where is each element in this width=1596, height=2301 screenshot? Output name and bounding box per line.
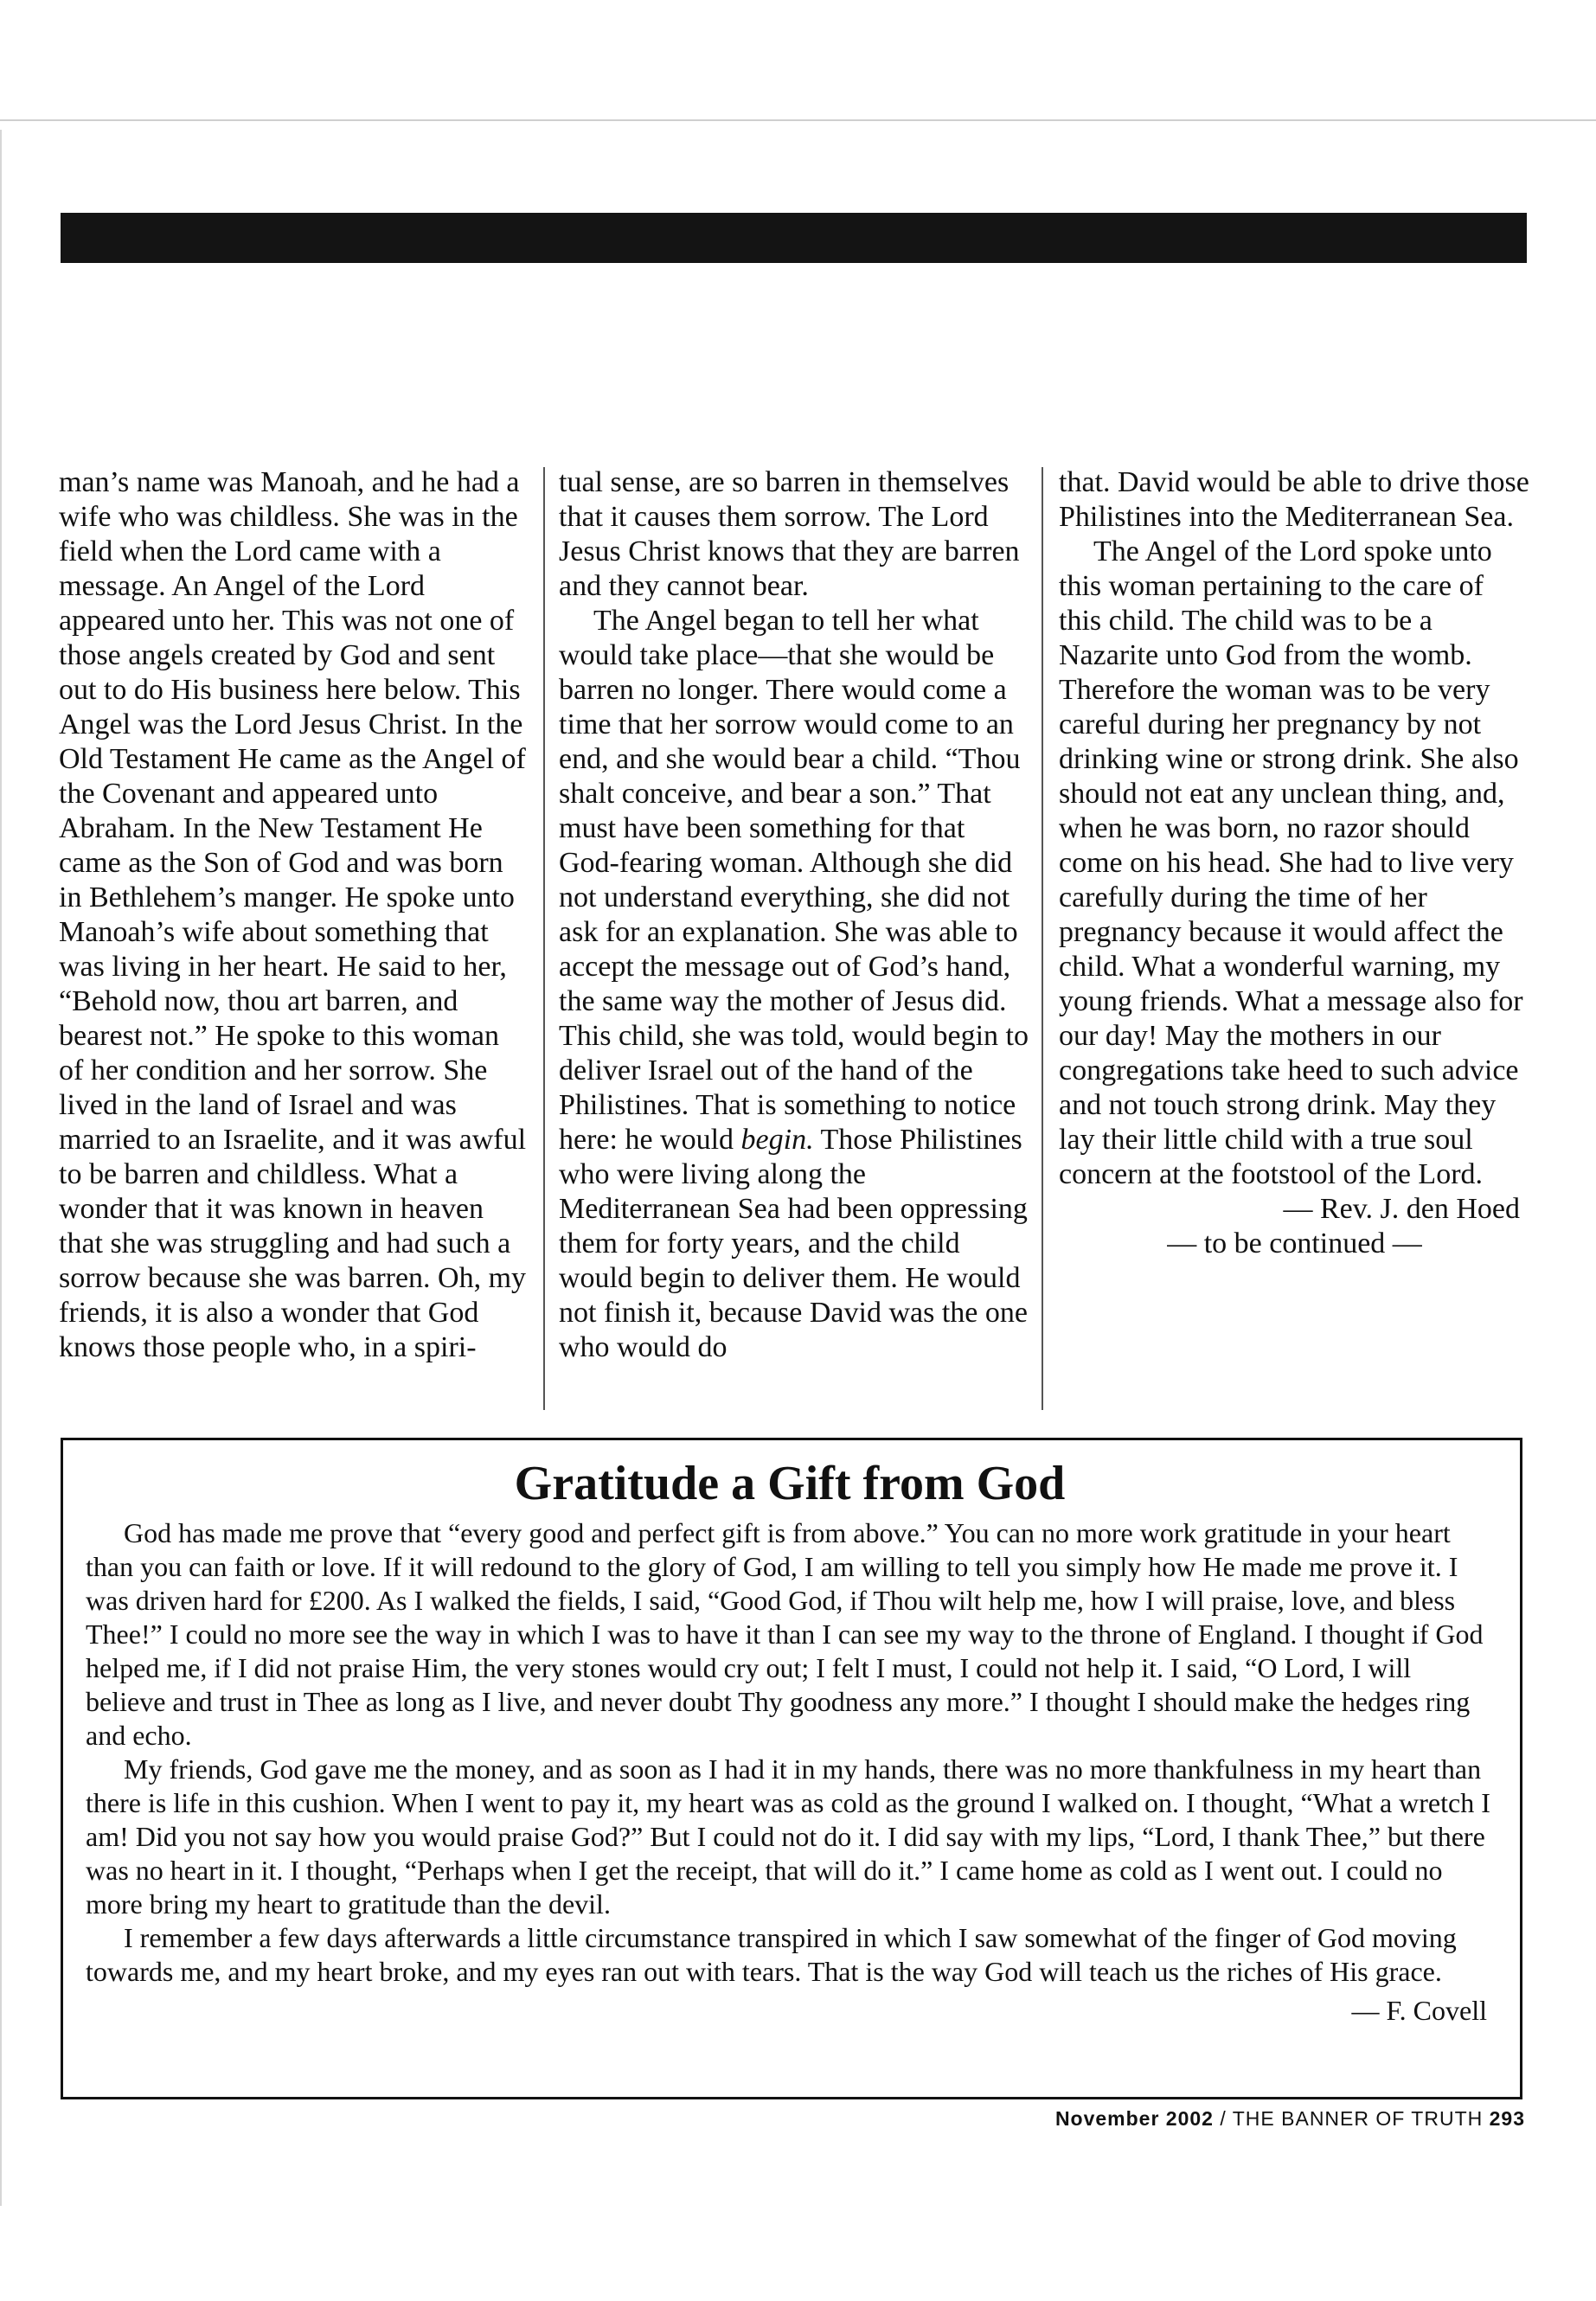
header-band <box>61 213 1527 263</box>
column-divider-1 <box>543 467 545 1410</box>
column-1-paragraph: man’s name was Manoah, and he had a wife who was childless. She was in the field when the Lord came with a message. An Angel of the Lord appeared unto her. This was not one of those angels created by God and sent out to do His business here below. This Angel was the Lord Jesus Christ. In the Old Testament He came as the Angel of the Covenant and appeared unto Abraham. In the New Testament He came as the Son of God and was born in Bethlehem’s manger. He spoke unto Manoah’s wife about something that was living in her heart. He said to her, “Behold now, thou art barren, and bearest not.” He spoke to this woman of her condition and her sorrow. She lived in the land of Israel and was married to an Israelite, and it was awful to be barren and childless. What a wonder that it was known in heaven that she was struggling and had such a sorrow because she was barren. Oh, my friends, it is also a wonder that God knows those people who, in a spiri- <box>59 466 527 1363</box>
box-paragraph-1: God has made me prove that “every good and perfect gift is from above.” You can no more work gratitude in your heart than you can faith or love. If it will redound to the glory of God, I am willing to tell you simply how He made me prove it. I was driven hard for £200. As I walked the fields, I said, “Good God, if Thou wilt help me, how I will praise, love, and bless Thee!” I could no more see the way in which I was to have it than I can see my way to the throne of England. I thought if God helped me, if I did not praise Him, the very stones would cry out; I felt I must, I could not help it. I said, “O Lord, I will believe and trust in Thee as long as I live, and never doubt Thy goodness any more.” I thought I should make the hedges ring and echo. <box>86 1517 1484 1751</box>
top-rule <box>0 119 1596 121</box>
column-2-text-a: The Angel began to tell her what would take place—that she would be barren no longer. There would come a time that her sorrow would come to an end, and she would bear a child. “Thou shalt conceive, and bear a son.” That must have been something for that God-fearing woman. Although she did not understand everything, she did not ask for an explanation. She was able to accept the message out of God’s hand, the same way the mother of Jesus did. This child, she was told, would begin to deliver Israel out of the hand of the Philistines. That is something to notice here: he would <box>559 605 1029 1156</box>
emphasis-begin: begin. <box>740 1124 814 1156</box>
box-author: — F. Covell <box>1351 1995 1487 2026</box>
footer-separator: / <box>1220 2107 1227 2130</box>
column-2-paragraph-2 <box>559 604 1030 1365</box>
page-footer <box>1055 2107 1525 2131</box>
article-column-3 <box>1059 465 1530 1408</box>
column-2-text-b: Those Philistines who were living along the Mediterranean Sea had been oppressing them for forty years, and the child would begin to deliver them. He would not finish it, because David was the one who would do <box>559 1124 1028 1363</box>
footer-page-number: 293 <box>1489 2107 1525 2130</box>
article-signature: — Rev. J. den Hoed <box>1283 1193 1520 1225</box>
article-column-1 <box>59 465 530 1408</box>
article-column-2 <box>559 465 1030 1408</box>
page-edge <box>0 130 2 2206</box>
column-divider-2 <box>1042 467 1043 1410</box>
column-2-paragraph-1: tual sense, are so barren in themselves that it causes them sorrow. The Lord Jesus Christ knows that they are barren and they cannot bear. <box>559 466 1020 602</box>
column-3-paragraph-2: The Angel of the Lord spoke unto this woman pertaining to the care of this child. The child was to be a Nazarite unto God from the womb. Therefore the woman was to be very careful during her pregnancy by not drinking wine or strong drink. She also should not eat any unclean thing, and, when he was born, no razor should come on his head. She had to live very carefully during the time of her pregnancy because it would affect the child. What a wonderful warning, my young friends. What a message also for our day! May the mothers in our congregations take heed to such advice and not touch strong drink. May they lay their little child with a true soul concern at the footstool of the Lord. <box>1059 535 1523 1190</box>
column-3-paragraph-1: that. David would be able to drive those Philistines into the Mediterranean Sea. <box>1059 466 1529 533</box>
box-paragraph-2: My friends, God gave me the money, and as soon as I had it in my hands, there was no more thankfulness in my heart than there is life in this cushion. When I went to pay it, my heart was as cold as the ground I walked on. I thought, “What a wretch I am! Did you not say how you would praise God?” But I could not do it. I did say with my lips, “Lord, I thank Thee,” but there was no heart in it. I thought, “Perhaps when I get the receipt, that will do it.” I came home as cold as I went out. I could no more bring my heart to gratitude than the devil. <box>86 1753 1490 1920</box>
footer-date: November 2002 <box>1054 2107 1214 2130</box>
continued-note: — to be continued — <box>1167 1227 1422 1259</box>
box-paragraph-3: I remember a few days afterwards a little circumstance transpired in which I saw somewhat of the finger of God moving towards me, and my heart broke, and my eyes ran out with tears. That is the way God will teach us the riches of His grace. <box>86 1922 1457 1987</box>
footer-publication: THE BANNER OF TRUTH <box>1232 2107 1484 2130</box>
gratitude-box <box>61 1438 1522 2099</box>
box-title: Gratitude a Gift from God <box>514 1457 1066 1510</box>
